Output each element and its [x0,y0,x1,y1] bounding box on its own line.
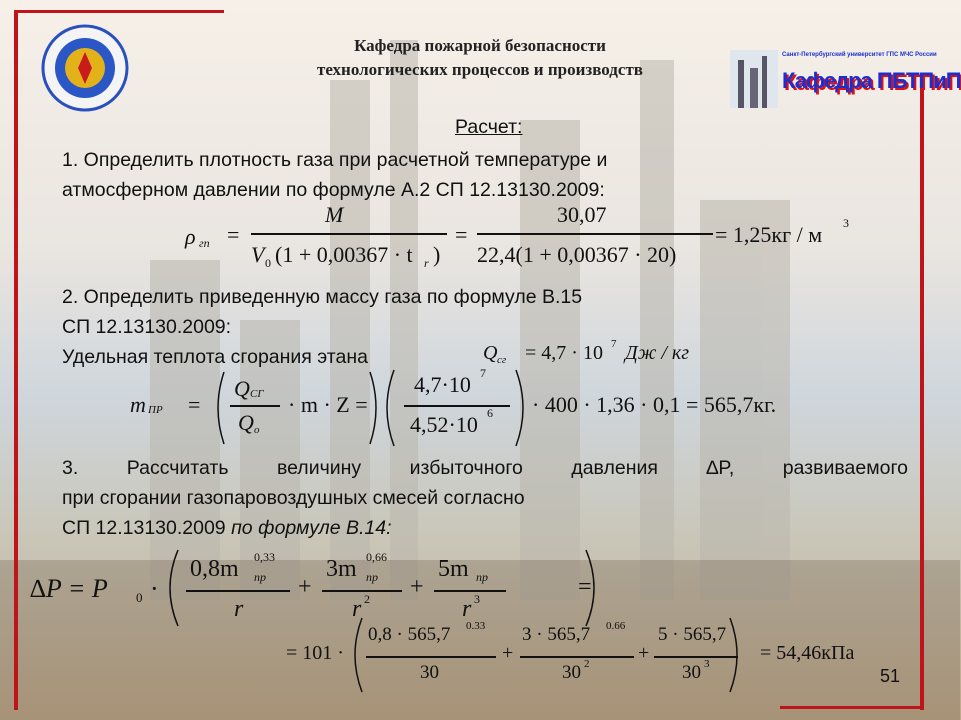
fraction-line-1 [251,233,447,235]
step1-line2: атмосферном давлении по формуле А.2 СП 12.13130.2009: [62,179,605,201]
logo-big-text: Кафедра ПБТПиП [782,68,961,93]
pressure-result: = 54,46кПа [760,642,855,664]
step1-line1: 1. Определить плотность газа при расчетной температуре и [62,149,608,171]
term1-num-sup: 0,33 [254,550,275,564]
rho-symbol: ρ [185,224,196,249]
term2-num-sup: 0,66 [366,550,387,564]
density-result-exp: 3 [843,216,849,230]
heat-num: 4,7·10 [414,372,471,397]
p0-value: = 101 · [286,642,344,664]
term1-num: 0,8m [190,556,239,582]
mass-result: · 400 · 1,36 · 0,1 = 565,7кг. [532,392,777,417]
fraction-line-9 [520,656,634,658]
header-line-2: технологических процессов и производств [317,60,643,79]
fraction-line-3 [230,405,280,407]
q-symbol: Q [483,342,498,364]
m-subscript: ПР [148,404,163,416]
plus-sign-4: + [638,642,650,664]
denominator-close: ) [433,242,441,267]
step3-line3 [62,513,908,543]
step2-line2: СП 12.13130.2009: [62,316,232,338]
step3-line3-a: СП 12.13130.2009 [62,517,226,539]
step1-text [62,145,882,205]
fraction-line-6 [322,590,402,592]
heat-num-exp: 7 [480,366,486,380]
logo-small-text: Санкт-Петербургский университет ГПС МЧС России [782,52,937,58]
eq-sign-1: = [227,222,240,247]
eq-sign-2: = [455,222,468,247]
num-term2-num: 3 · 565,7 [522,624,591,645]
formula-reduced-mass [130,368,850,448]
num-term3-den: 30 [682,662,701,683]
mz-middle: · m · Z = [288,392,368,417]
num-term1-sup: 0.33 [466,620,486,632]
formula-density [185,200,865,280]
q-value: = 4,7 · 10 [525,342,603,364]
plus-sign-3: + [502,642,514,664]
denominator-V-sub: 0 [265,256,271,270]
num-term2-den-sup: 2 [584,658,590,670]
fraction-line-5 [186,590,290,592]
num-term2-den: 30 [562,662,581,683]
fraction-line-8 [366,656,496,658]
rho-subscript: гп [199,236,210,250]
fraction-line-2 [477,233,713,235]
fraction-line-7 [434,590,506,592]
q-subscript: сг [497,354,507,366]
num-term1-den: 30 [420,662,439,683]
p0-sub: 0 [136,590,143,605]
num-term3-den-sup: 3 [704,658,710,670]
frame-top-line [14,10,224,13]
plus-1: + [298,574,312,600]
term3-num-sub: пр [476,570,488,584]
department-logo [730,46,961,110]
step3-line2: при сгорании газопаровоздушных смесей согласно [62,487,525,509]
delta-p-lhs: ∆P = P [30,574,108,603]
plus-2: + [410,574,424,600]
num-term3-num: 5 · 565,7 [658,624,727,645]
term2-den-sup: 2 [364,592,370,606]
term3-num: 5m [438,556,469,582]
frame-left-line [14,10,18,710]
m-symbol: m [130,392,146,417]
term2-num: 3m [326,556,357,582]
term3-den-sup: 3 [474,592,480,606]
heat-den-exp: 6 [487,406,493,420]
times-dot-1: · [150,574,159,603]
term3-den: r [462,596,472,622]
term2-den: r [352,596,362,622]
frame-right-line [920,80,924,710]
q-sg-num-sub: СГ [250,388,264,400]
step2-line1: 2. Определить приведенную массу газа по формуле В.15 [62,286,583,308]
numerator-value: 30,07 [557,202,607,227]
q-o-den: Q [238,410,254,435]
q-exponent: 7 [611,338,617,350]
term1-den: r [234,596,244,622]
denominator-rest: (1 + 0,00367 · t [275,242,413,267]
denominator-t-sub: r [424,256,429,270]
density-result: = 1,25кг / м [715,222,823,247]
fraction-line-10 [654,656,738,658]
formula-pressure-numeric [286,616,906,696]
fraction-line-4 [404,405,510,407]
step3-line1: 3. Рассчитать величину избыточного давления ∆P, развиваемого [62,457,908,479]
heat-den: 4,52·10 [410,412,478,437]
step3-text [62,453,908,543]
step2-text [62,282,882,372]
num-term1-num: 0,8 · 565,7 [368,624,451,645]
denominator-V: V [251,242,265,267]
eq-sign-4: = [578,574,592,600]
step3-line3-b: по формуле В.14: [231,517,392,539]
num-term2-sup: 0.66 [606,620,626,632]
denominator-value: 22,4(1 + 0,00367 · 20) [477,242,677,267]
calc-heading: Расчет: [455,116,523,138]
q-unit: Дж / кг [625,342,690,364]
header-line-1: Кафедра пожарной безопасности [354,36,606,55]
term1-num-sub: пр [254,570,266,584]
university-seal-logo [40,18,130,124]
numerator-M: M [325,202,344,227]
q-sg-num: Q [234,376,250,401]
department-header [190,34,770,82]
page-number: 51 [880,666,901,686]
refinery-icon [730,50,778,108]
eq-sign-3: = [188,392,201,417]
frame-bottom-line [780,706,924,709]
q-o-den-sub: o [254,424,260,436]
step2-line3-text: Удельная теплота сгорания этана [62,346,368,368]
term2-num-sub: пр [366,570,378,584]
